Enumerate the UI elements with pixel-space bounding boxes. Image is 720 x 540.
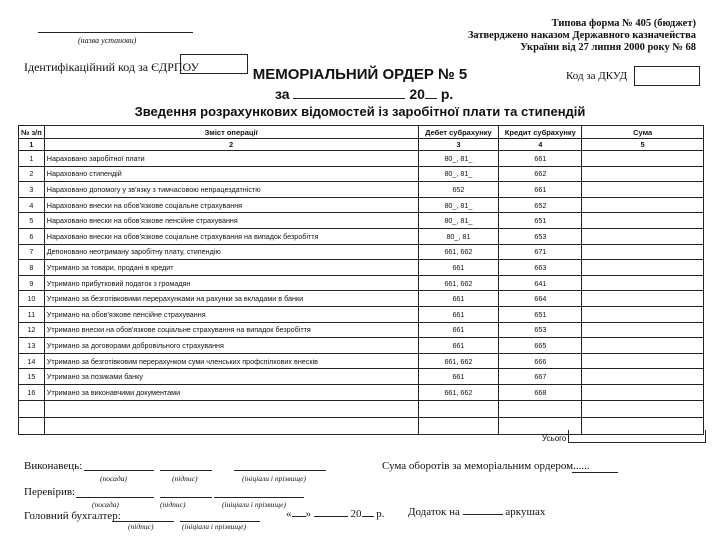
amount-cell[interactable] [582,213,704,229]
page-subtitle: Зведення розрахункових відомостей із заробітної плати та стипендій [134,104,586,119]
row-number: 12 [19,322,45,338]
credit-account: 671 [499,244,582,260]
empty-cell[interactable] [582,400,704,417]
col-header-debit: Дебет субрахунку [418,126,499,139]
form-reference [468,18,696,54]
signature-date: « » 20 р. [286,508,385,520]
table-row [19,244,704,260]
debit-account: 661 [418,260,499,276]
caption-signature: (підпис) [160,500,186,509]
credit-account: 663 [499,260,582,276]
date-prefix: за [275,86,290,102]
day-field[interactable] [292,516,306,517]
checked-signature-line[interactable] [160,497,212,498]
executor-name-line[interactable] [234,470,326,471]
col-header-amount: Сума [582,126,704,139]
amount-cell[interactable] [582,166,704,182]
credit-account: 661 [499,182,582,198]
row-number: 1 [19,151,45,167]
attachment-count-field[interactable] [463,514,503,515]
table-row [19,369,704,385]
table-row-empty [19,400,704,417]
amount-cell[interactable] [582,338,704,354]
table-header-row [19,126,704,139]
credit-account: 653 [499,228,582,244]
amount-cell[interactable] [582,182,704,198]
year-field[interactable] [425,98,437,99]
sign-year-field[interactable] [362,516,374,517]
table-row [19,353,704,369]
row-number: 7 [19,244,45,260]
order-date [275,86,453,102]
amount-cell[interactable] [582,384,704,400]
credit-account: 668 [499,384,582,400]
amount-cell[interactable] [582,151,704,167]
kud-label: Код за ДКУД [566,70,628,82]
table-row [19,322,704,338]
operation-text: Утримано за безготівковим перерахунком суми членських профспілкових внесків [44,353,418,369]
caption-position: (посада) [100,474,127,483]
row-number: 9 [19,275,45,291]
turnover-field[interactable] [572,472,618,473]
attachment-suffix: аркушах [505,506,546,518]
table-row [19,384,704,400]
empty-cell[interactable] [418,417,499,434]
table-row [19,275,704,291]
col-header-number: № з/п [19,126,45,139]
table-row [19,166,704,182]
row-number: 6 [19,228,45,244]
credit-account: 641 [499,275,582,291]
operation-text: Утримано на обов'язкове пенсійне страхування [44,306,418,322]
empty-cell[interactable] [418,400,499,417]
debit-account: 80_, 81_ [418,197,499,213]
amount-cell[interactable] [582,291,704,307]
row-number: 11 [19,306,45,322]
credit-account: 666 [499,353,582,369]
amount-cell[interactable] [582,353,704,369]
debit-account: 661 [418,322,499,338]
column-number-row [19,139,704,151]
executor-label: Виконавець: [24,460,83,472]
row-number: 8 [19,260,45,276]
debit-account: 80_, 81 [418,228,499,244]
amount-cell[interactable] [582,275,704,291]
operation-text: Утримано за товари, продані в кредит [44,260,418,276]
org-name-caption: (назва установи) [78,36,137,45]
col-header-operation: Зміст операції [44,126,418,139]
caption-position: (посада) [92,500,119,509]
sign-date-suffix: р. [376,508,385,520]
date-year: 20 [409,86,425,102]
debit-account: 661, 662 [418,244,499,260]
form-line: України від 27 липня 2000 року № 68 [520,42,696,53]
table-row [19,260,704,276]
debit-account: 661 [418,338,499,354]
table-row [19,213,704,229]
caption-signature: (підпис) [128,522,154,531]
checked-label: Перевірив: [24,486,76,498]
row-number: 15 [19,369,45,385]
debit-account: 661, 662 [418,275,499,291]
col-number: 4 [499,139,582,151]
total-amount-field[interactable] [568,430,706,443]
col-number: 5 [582,139,704,151]
empty-cell[interactable] [499,400,582,417]
attachment-line [408,506,545,518]
checked-name-line[interactable] [214,497,304,498]
caption-initials: (ініціали і прізвище) [242,474,307,483]
debit-account: 661 [418,306,499,322]
operation-text: Утримано за виконавчими документами [44,384,418,400]
total-label: Усього [542,434,567,443]
attachment-prefix: Додаток на [408,506,460,518]
amount-cell[interactable] [582,228,704,244]
credit-account: 661 [499,151,582,167]
turnover-label: Сума оборотів за меморіальним ордером...... [382,460,590,472]
debit-account: 652 [418,182,499,198]
credit-account: 667 [499,369,582,385]
debit-account: 80_, 81_ [418,151,499,167]
operation-text: Утримано за договорами добровільного страхування [44,338,418,354]
amount-cell[interactable] [582,322,704,338]
amount-cell[interactable] [582,369,704,385]
operation-text: Нараховано стипендій [44,166,418,182]
operation-text: Нараховано допомогу у зв'язку з тимчасовою непрацездатністю [44,182,418,198]
operation-text: Утримано за безготівковими перерахунками на рахунки за вкладами в банки [44,291,418,307]
empty-cell[interactable] [19,417,45,434]
table-row [19,291,704,307]
debit-account: 661 [418,369,499,385]
credit-account: 665 [499,338,582,354]
empty-cell[interactable] [44,400,418,417]
credit-account: 651 [499,306,582,322]
empty-cell[interactable] [44,417,418,434]
chief-accountant-label: Головний бухгалтер: [24,510,121,522]
credit-account: 662 [499,166,582,182]
amount-cell[interactable] [582,306,704,322]
row-number: 16 [19,384,45,400]
operation-text: Нараховано внески на обов'язкове пенсійне страхування [44,213,418,229]
operation-text: Нараховано внески на обов'язкове соціальне страхування [44,197,418,213]
form-line: Типова форма № 405 (бюджет) [551,18,696,29]
date-field[interactable] [293,98,405,99]
debit-account: 80_, 81_ [418,213,499,229]
executor-position-line[interactable] [84,470,154,471]
debit-account: 661, 662 [418,384,499,400]
operation-text: Нараховано внески на обов'язкове соціальне страхування на випадок безробіття [44,228,418,244]
edrpou-label: Ідентифікаційний код за ЄДРПОУ [24,60,200,74]
month-field[interactable] [314,516,348,517]
sign-year: 20 [350,508,362,520]
credit-account: 653 [499,322,582,338]
operation-text: Утримано за позиками банку [44,369,418,385]
credit-account: 652 [499,197,582,213]
table-row [19,306,704,322]
col-number: 1 [19,139,45,151]
memorial-order-table [18,125,704,435]
row-number: 10 [19,291,45,307]
row-number: 3 [19,182,45,198]
debit-account: 661 [418,291,499,307]
caption-initials: (ініціали і прізвище) [182,522,247,531]
amount-cell[interactable] [582,197,704,213]
col-number: 2 [44,139,418,151]
empty-cell[interactable] [19,400,45,417]
caption-signature: (підпис) [172,474,198,483]
operation-text: Утримано внески на обов'язкове соціальне страхування на випадок безробіття [44,322,418,338]
debit-account: 661, 662 [418,353,499,369]
amount-cell[interactable] [582,260,704,276]
org-name-line[interactable] [38,32,193,33]
operation-text: Депоновано неотриману заробітну плату, стипендію [44,244,418,260]
form-line: Затверджено наказом Державного казначейства [467,30,696,41]
page-title: МЕМОРІАЛЬНИЙ ОРДЕР № 5 [252,66,468,83]
credit-account: 664 [499,291,582,307]
table-row [19,338,704,354]
amount-cell[interactable] [582,244,704,260]
caption-initials: (ініціали і прізвище) [222,500,287,509]
row-number: 5 [19,213,45,229]
row-number: 13 [19,338,45,354]
table-row [19,228,704,244]
table-row [19,197,704,213]
col-number: 3 [418,139,499,151]
operation-text: Утримано прибутковий податок з громадян [44,275,418,291]
credit-account: 651 [499,213,582,229]
operation-text: Нараховано заробітної плати [44,151,418,167]
date-suffix: р. [440,86,454,102]
col-header-credit: Кредит субрахунку [499,126,582,139]
row-number: 2 [19,166,45,182]
checked-position-line[interactable] [76,497,154,498]
executor-signature-line[interactable] [160,470,212,471]
row-number: 14 [19,353,45,369]
debit-account: 80_, 81_ [418,166,499,182]
table-row [19,151,704,167]
table-row [19,182,704,198]
row-number: 4 [19,197,45,213]
